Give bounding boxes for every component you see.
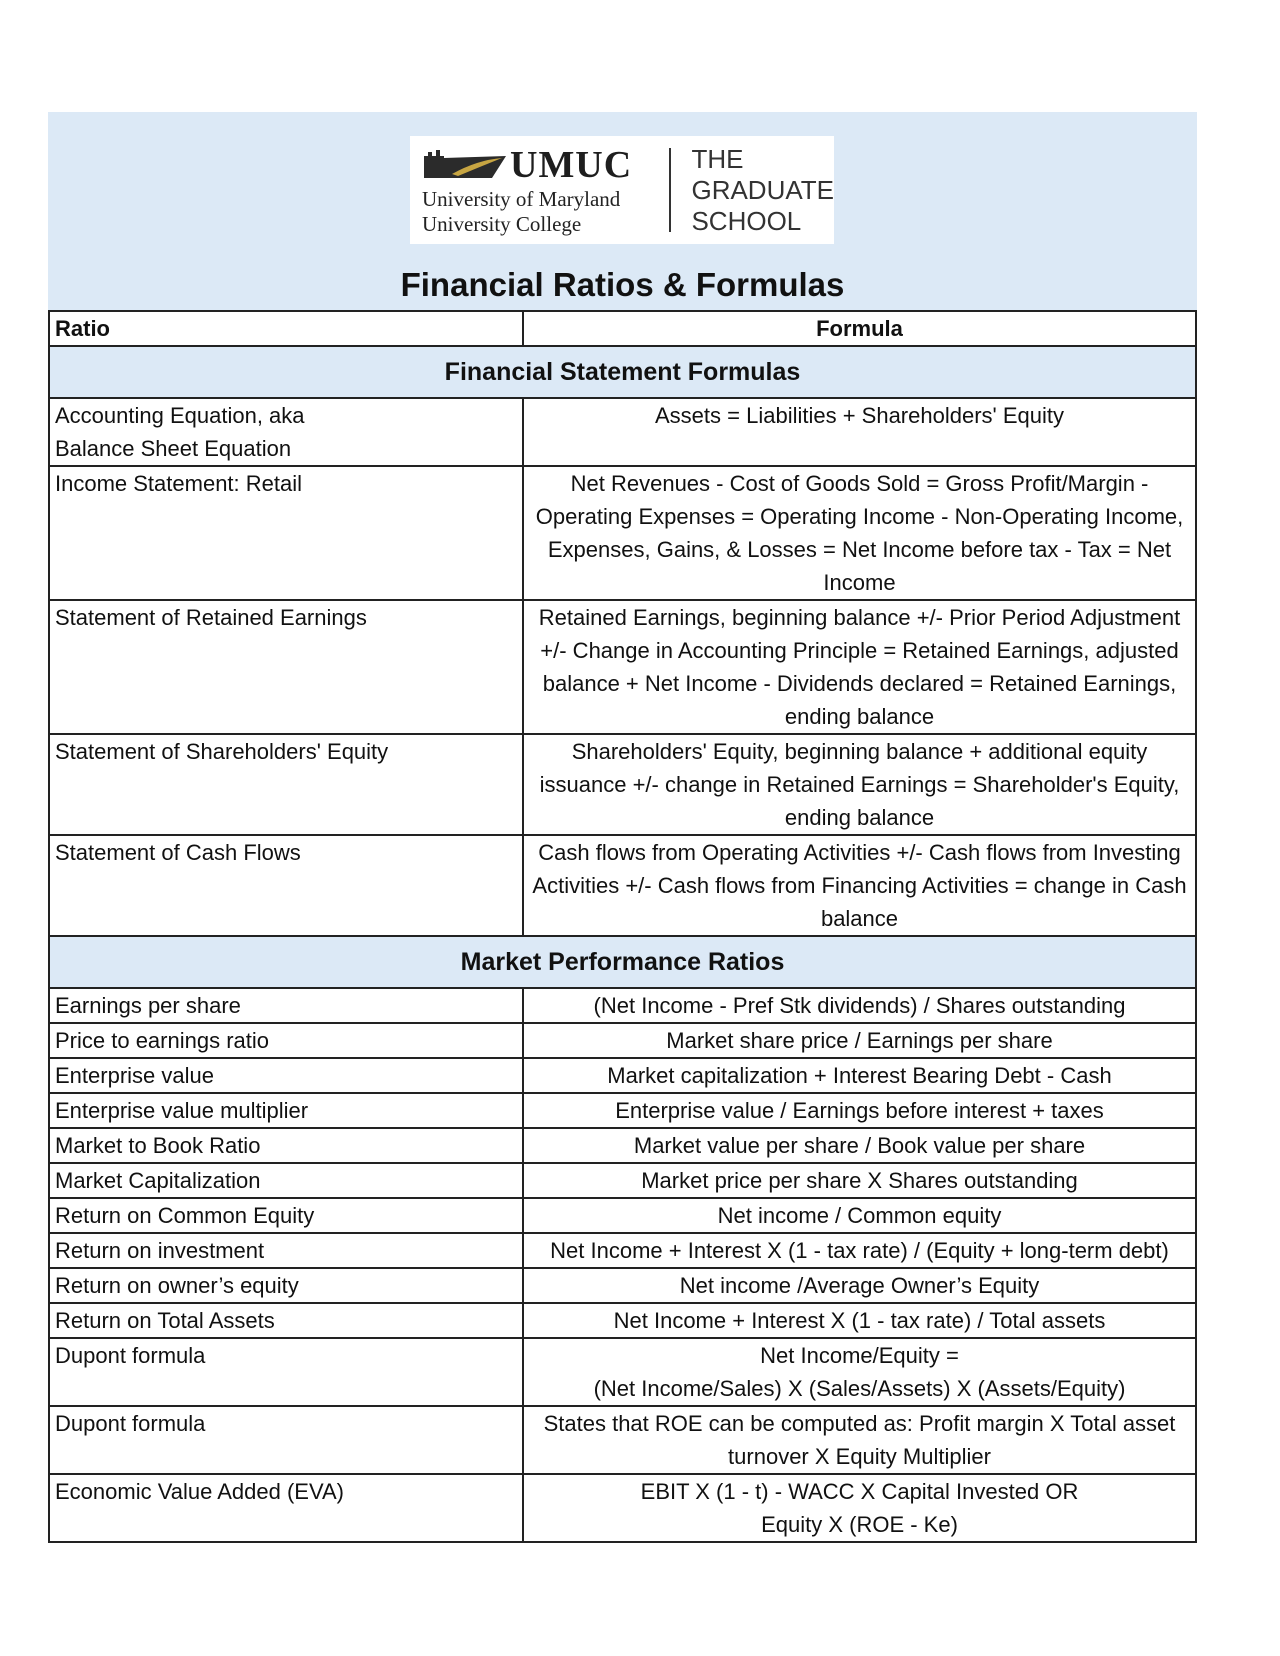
logo-brand: UMUC — [510, 144, 633, 186]
ratio-cell: Price to earnings ratio — [49, 1023, 523, 1058]
formula-cell: Net Income/Equity = (Net Income/Sales) X (Sales/Assets) X (Assets/Equity) — [523, 1338, 1196, 1406]
umuc-emblem-icon — [422, 148, 508, 182]
table-row — [49, 466, 1196, 600]
table-row — [49, 835, 1196, 936]
formula-cell: Net Income + Interest X (1 - tax rate) / (Equity + long-term debt) — [523, 1233, 1196, 1268]
formula-cell: Cash flows from Operating Activities +/- Cash flows from Investing Activities +/- Cash flows from Financing Activities = change in Cash balance — [523, 835, 1196, 936]
ratio-cell: Return on Common Equity — [49, 1198, 523, 1233]
ratio-cell: Enterprise value — [49, 1058, 523, 1093]
table-row — [49, 1406, 1196, 1474]
table-row — [49, 1268, 1196, 1303]
formula-cell: Shareholders' Equity, beginning balance + additional equity issuance +/- change in Retained Earnings = Shareholder's Equity, ending balance — [523, 734, 1196, 835]
logo-line-1: University of Maryland — [422, 187, 621, 211]
table-row — [49, 1093, 1196, 1128]
page-title: Financial Ratios & Formulas — [400, 266, 845, 303]
umuc-logo — [410, 136, 834, 244]
ratio-cell: Market to Book Ratio — [49, 1128, 523, 1163]
table-row — [49, 1058, 1196, 1093]
formula-cell: States that ROE can be computed as: Profit margin X Total asset turnover X Equity Multiplier — [523, 1406, 1196, 1474]
formula-cell: Net income / Common equity — [523, 1198, 1196, 1233]
logo-school-line-3: SCHOOL — [691, 205, 802, 236]
section-header-row — [49, 346, 1196, 398]
ratio-cell: Dupont formula — [49, 1406, 523, 1474]
formula-cell: Market capitalization + Interest Bearing Debt - Cash — [523, 1058, 1196, 1093]
ratio-cell: Statement of Cash Flows — [49, 835, 523, 936]
logo-divider — [669, 148, 671, 232]
ratio-cell: Return on investment — [49, 1233, 523, 1268]
formula-cell: Assets = Liabilities + Shareholders' Equity — [523, 398, 1196, 466]
formula-cell: Retained Earnings, beginning balance +/- Prior Period Adjustment +/- Change in Accounting Principle = Retained Earnings, adjusted balance + Net Income - Dividends declared = Retained Earnings, ending balance — [523, 600, 1196, 734]
table-header-row — [49, 311, 1196, 346]
logo-left — [410, 143, 661, 237]
table-body — [49, 346, 1196, 1542]
table-row — [49, 600, 1196, 734]
ratio-cell: Earnings per share — [49, 988, 523, 1023]
table-row — [49, 1233, 1196, 1268]
table-row — [49, 1474, 1196, 1542]
ratio-cell: Statement of Shareholders' Equity — [49, 734, 523, 835]
table-row — [49, 1023, 1196, 1058]
formula-cell: Market share price / Earnings per share — [523, 1023, 1196, 1058]
ratio-cell: Return on Total Assets — [49, 1303, 523, 1338]
table-row — [49, 1163, 1196, 1198]
ratios-table — [48, 310, 1197, 1543]
formula-cell: EBIT X (1 - t) - WACC X Capital Invested OR Equity X (ROE - Ke) — [523, 1474, 1196, 1542]
formula-cell: Enterprise value / Earnings before interest + taxes — [523, 1093, 1196, 1128]
table-row — [49, 734, 1196, 835]
ratio-cell: Market Capitalization — [49, 1163, 523, 1198]
ratio-cell: Income Statement: Retail — [49, 466, 523, 600]
logo-school — [691, 144, 834, 237]
table-row — [49, 1128, 1196, 1163]
section-heading: Financial Statement Formulas — [49, 346, 1196, 398]
logo-school-line-2: GRADUATE — [691, 174, 834, 205]
header-band — [48, 112, 1197, 310]
column-header-ratio: Ratio — [49, 311, 523, 346]
table-row — [49, 988, 1196, 1023]
logo-school-line-1: THE — [691, 143, 744, 174]
ratio-cell: Accounting Equation, aka Balance Sheet Equation — [49, 398, 523, 466]
formula-cell: Net Income + Interest X (1 - tax rate) / Total assets — [523, 1303, 1196, 1338]
logo-top — [422, 143, 661, 187]
ratio-cell: Enterprise value multiplier — [49, 1093, 523, 1128]
ratio-cell: Statement of Retained Earnings — [49, 600, 523, 734]
ratio-cell: Economic Value Added (EVA) — [49, 1474, 523, 1542]
table-row — [49, 398, 1196, 466]
ratio-cell: Dupont formula — [49, 1338, 523, 1406]
formula-cell: (Net Income - Pref Stk dividends) / Shares outstanding — [523, 988, 1196, 1023]
formula-cell: Net Revenues - Cost of Goods Sold = Gross Profit/Margin - Operating Expenses = Operating Income - Non-Operating Income, Expenses, Gains, & Losses = Net Income before tax - Tax = Net Income — [523, 466, 1196, 600]
table-row — [49, 1198, 1196, 1233]
logo-line-2: University College — [422, 212, 582, 236]
table-row — [49, 1303, 1196, 1338]
section-header-row — [49, 936, 1196, 988]
table-row — [49, 1338, 1196, 1406]
formula-cell: Market price per share X Shares outstanding — [523, 1163, 1196, 1198]
formula-cell: Market value per share / Book value per share — [523, 1128, 1196, 1163]
column-header-formula: Formula — [523, 311, 1196, 346]
spreadsheet-page — [48, 112, 1197, 1543]
section-heading: Market Performance Ratios — [49, 936, 1196, 988]
formula-cell: Net income /Average Owner’s Equity — [523, 1268, 1196, 1303]
ratio-cell: Return on owner’s equity — [49, 1268, 523, 1303]
